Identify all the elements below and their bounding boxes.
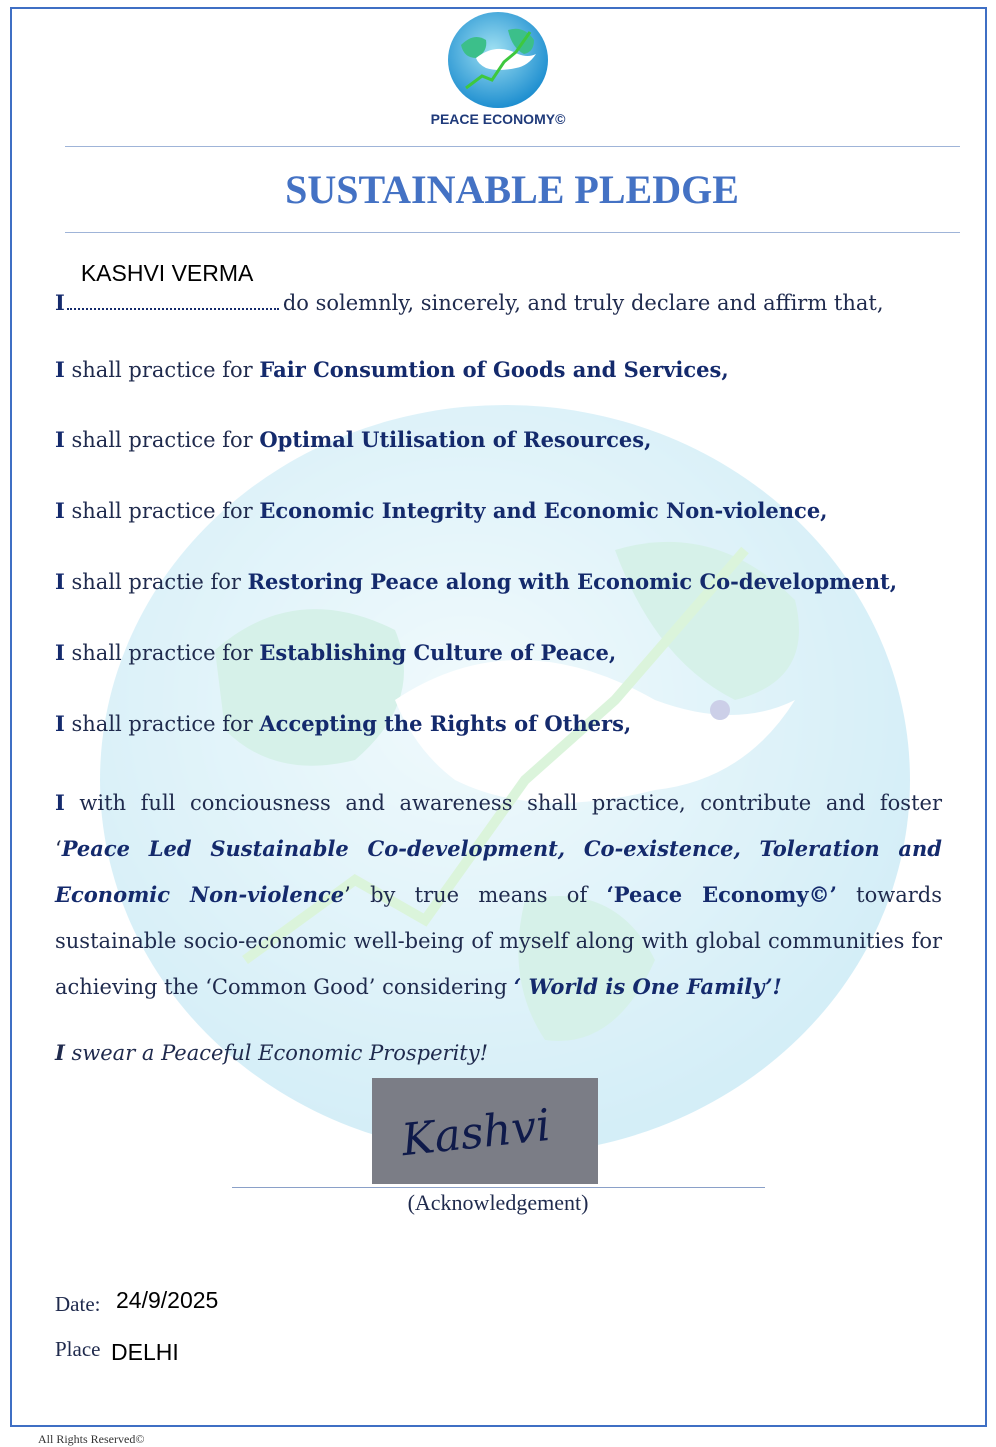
- page-title: SUSTAINABLE PLEDGE: [285, 167, 739, 212]
- peace-economy-logo: [446, 10, 550, 110]
- pledge-line: I shall practie for Restoring Peace along with Economic Co-development,: [55, 569, 898, 594]
- signature-line: [232, 1187, 765, 1188]
- brand-name: PEACE ECONOMY©: [430, 111, 566, 127]
- date-value[interactable]: 24/9/2025: [116, 1287, 219, 1313]
- signature-box[interactable]: [372, 1078, 598, 1184]
- acknowledgement-label: (Acknowledgement): [407, 1190, 589, 1215]
- pledge-line: I shall practice for Optimal Utilisation of Resources,: [55, 427, 652, 452]
- signature-image: [372, 1078, 598, 1184]
- pledge-line: I shall practice for Fair Consumtion of Goods and Services,: [55, 357, 729, 382]
- declaration-prefix: I: [55, 290, 65, 315]
- pledge-line: I shall practice for Accepting the Rights of Others,: [55, 711, 632, 736]
- declaration-line: [55, 260, 884, 315]
- pledge-paragraph: I with full conciousness and awareness shall practice, contribute and foster ‘Peace Led Sustainable Co-development, Co-existence, Toleration and Economic Non-violence’ by true means of ‘Peace Economy©’ towards sustainable socio-economic well-being of myself along with global communities for achieving the ‘Common Good’ considering ‘ World is One Family’!: [55, 790, 943, 999]
- place-label: Place: [55, 1337, 101, 1361]
- name-field[interactable]: [67, 260, 279, 310]
- pledge-line: I shall practice for Establishing Culture of Peace,: [55, 640, 617, 665]
- title-divider: [65, 232, 960, 233]
- pledge-line: I shall practice for Economic Integrity and Economic Non-violence,: [55, 498, 828, 523]
- top-divider: [65, 146, 960, 147]
- place-value[interactable]: DELHI: [111, 1339, 179, 1365]
- footer-rights: All Rights Reserved©: [38, 1432, 145, 1446]
- declaration-text: do solemnly, sincerely, and truly declare and affirm that,: [282, 291, 884, 315]
- date-label: Date:: [55, 1292, 101, 1316]
- swear-line: I swear a Peaceful Economic Prosperity!: [55, 1040, 489, 1065]
- name-value: KASHVI VERMA: [80, 260, 254, 286]
- signature-text: Kashvi: [399, 1099, 553, 1167]
